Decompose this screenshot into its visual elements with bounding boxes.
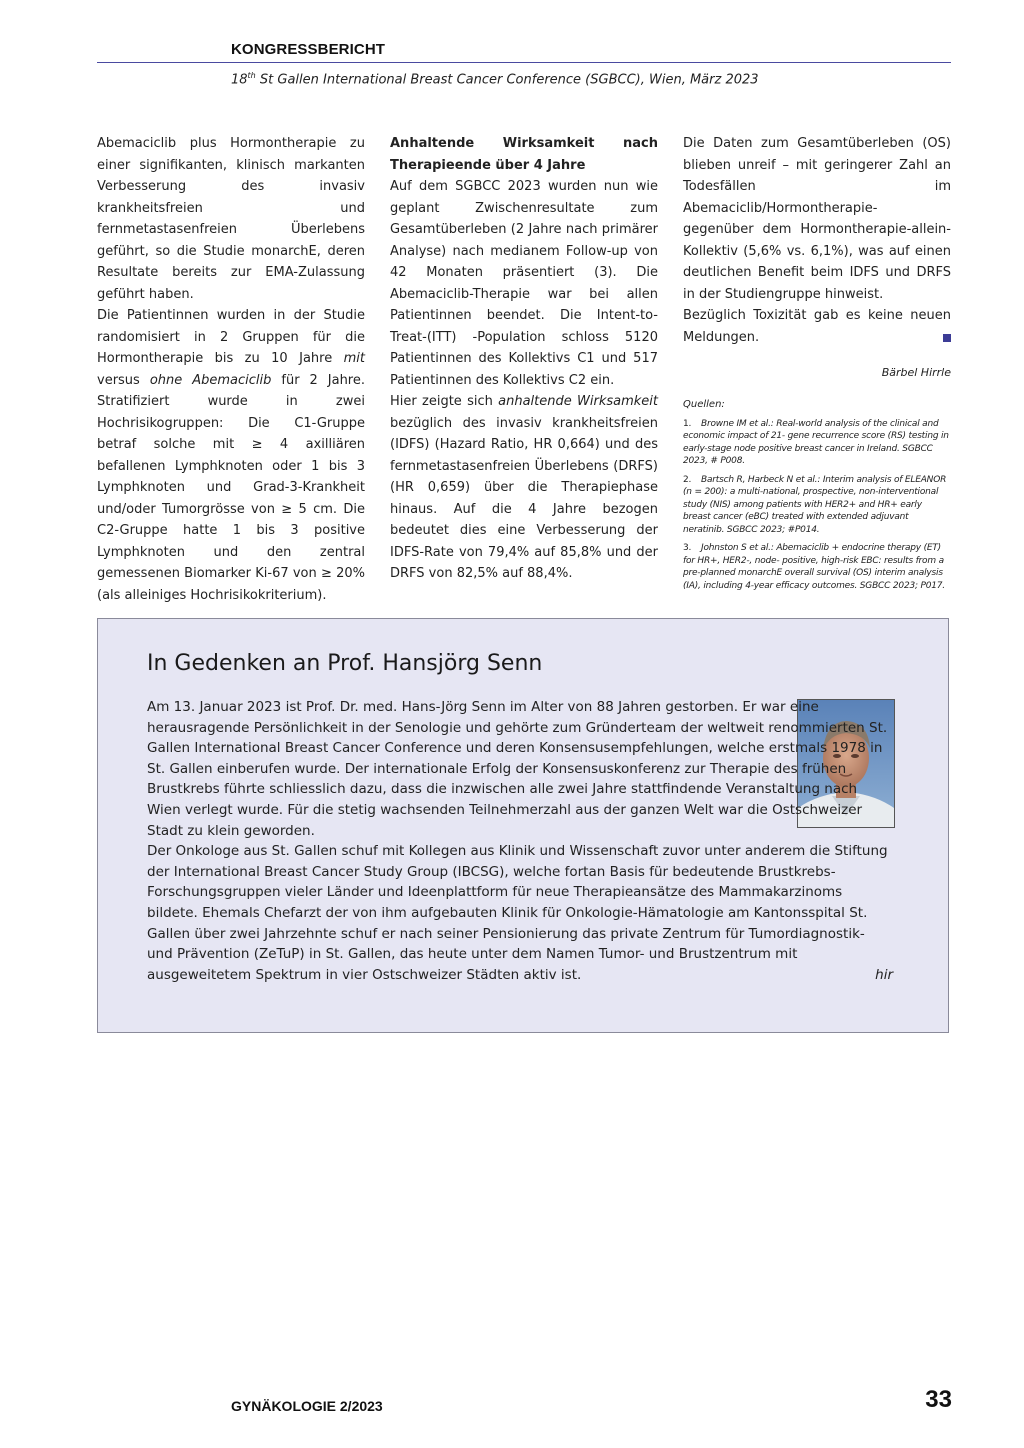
paragraph	[97, 305, 365, 606]
paragraph	[390, 391, 658, 585]
emphasis: ohne Abemaciclib	[149, 372, 272, 388]
text-run: Hier zeigte sich	[390, 394, 499, 409]
page-number: 33	[925, 1386, 952, 1413]
reference-item	[683, 474, 951, 537]
memorial-title: In Gedenken an Prof. Hansjörg Senn	[147, 651, 543, 676]
subtitle-superscript: th	[247, 71, 256, 80]
reference-text: Browne IM et al.: Real-world analysis of the clinical and economic impact of 21- gene recurrence score (RS) testing in early-stage node positive breast cancer in Ireland. SGBCC 2023, # P008.	[683, 418, 949, 466]
reference-text: Johnston S et al.: Abemaciclib + endocrine therapy (ET) for HR+, HER2-, node- positive, high-risk EBC: results from a pre-planned monarchE overall survival (OS) interim analysis (IA), including 4-year efficacy outcomes. SGBCC 2023; P017.	[683, 543, 945, 591]
paragraph	[683, 305, 951, 348]
section-heading: Anhaltende Wirksamkeit nach Therapieende über 4 Jahre	[390, 136, 658, 173]
header-title: KONGRESSBERICHT	[231, 41, 386, 58]
emphasis: mit	[343, 351, 365, 366]
reference-text: Bartsch R, Harbeck N et al.: Interim analysis of ELEANOR (n = 200): a multi-national, prospective, non-interventional study (NIS) among patients with HER2+ and HR+ early breast cancer (eBC) treated with extended adjuvant neratinib. SGBCC 2023; #P014.	[683, 474, 947, 535]
text-run: bezüglich des invasiv krankheitsfreien (IDFS) (Hazard Ratio, HR 0,664) und des fernmetastasenfreien Überlebens (DRFS) (HR 0,659) über die Therapiephase hinaus. Auf die 4 Jahre bezogen bedeutet dies eine Verbesserung der IDFS-Rate von 79,4% auf 85,8% und der DRFS von 82,5% auf 88,4%.	[390, 415, 658, 581]
footer-journal: GYNÄKOLOGIE 2/2023	[231, 1398, 383, 1414]
header-subtitle	[231, 71, 759, 87]
text-run: Die Patientinnen wurden in der Studie randomisiert in 2 Gruppen für die Hormontherapie bis zu 10 Jahre	[97, 308, 365, 366]
paragraph: Abemaciclib plus Hormontherapie zu einer signifikanten, klinisch markanten Verbesserung des invasiv krankheitsfreien und fernmetastasenfreien Überlebens geführt, so die Studie monarchE, deren Resultate bereits zur EMA-Zulassung geführt haben.	[97, 136, 365, 302]
header-rule	[97, 62, 951, 63]
article-column-3	[683, 133, 951, 592]
memorial-signature: hir	[875, 966, 893, 983]
emphasis: anhaltende Wirksamkeit	[498, 394, 658, 409]
reference-number: 2.	[683, 474, 692, 485]
text-run: Der Onkologe aus St. Gallen schuf mit Kollegen aus Klinik und Wissenschaft zuvor unter anderem die Stiftung der International Breast Cancer Study Group (IBCSG), welche fortan Basis für bedeutende Brustkrebs-Forschungsgruppen vieler Länder und Ideenplattform für neue Therapieansätze des Mammakarzinoms bildete. Ehemals Chefarzt der von ihm aufgebauten Klinik für Onkologie-Hämatologie am Kantonsspital St. Gallen über zwei Jahrzehnte schuf er nach seiner Pensionierung das private Zentrum für Tumordiagnostik- und Prävention (ZeTuP) in St. Gallen, das heute unter dem Namen Tumor- und Brustzentrum mit ausgeweitetem Spektrum in vier Ostschweizer Städten aktiv ist.	[147, 843, 888, 983]
reference-item	[683, 418, 951, 468]
reference-number: 1.	[683, 418, 692, 429]
paragraph: Auf dem SGBCC 2023 wurden nun wie geplant Zwischenresultate zum Gesamtüberleben (2 Jahre nach primärer Analyse) nach medianem Follow-up von 42 Monaten präsentiert (3). Die Abemaciclib-Therapie war bei allen Patientinnen beendet. Die Intent-to-Treat-(ITT) -Population schloss 5120 Patientinnen des Kollektivs C1 und 517 Patientinnen des Kollektivs C2 ein.	[390, 179, 658, 388]
paragraph	[147, 841, 893, 985]
end-mark-icon	[943, 334, 951, 342]
subtitle-text: St Gallen International Breast Cancer Conference (SGBCC), Wien, März 2023	[255, 72, 759, 88]
reference-number: 3.	[683, 543, 692, 553]
text-run: für 2 Jahre. Stratifiziert wurde in zwei Hochrisikogruppen: Die C1-Gruppe betraf solche mit ≥ 4 axilliären befallenen Lymphknoten oder 1 bis 3 Lymphknoten und Grad-3-Krankheit und/oder Tumorgrösse von ≥ 5 cm. Die C2-Gruppe hatte 1 bis 3 positive Lymphknoten und den zentral gemessenen Biomarker Ki-67 von ≥ 20% (als alleiniges Hochrisikokriterium).	[97, 372, 365, 603]
article-column-1	[97, 133, 365, 606]
article-column-2	[390, 133, 658, 585]
paragraph: Die Daten zum Gesamtüberleben (OS) blieben unreif – mit geringerer Zahl an Todesfällen im Abemaciclib/Hormontherapie- gegenüber dem Hormontherapie-allein-Kollektiv (5,6% vs. 6,1%), was auf einen deutlichen Benefit beim IDFS und DRFS in der Studiengruppe hinweist.	[683, 136, 951, 302]
text-run: versus	[97, 372, 150, 388]
memorial-text	[147, 697, 893, 985]
memorial-box	[97, 618, 949, 1033]
reference-item	[683, 542, 951, 592]
paragraph: Am 13. Januar 2023 ist Prof. Dr. med. Hans-Jörg Senn im Alter von 88 Jahren gestorben. Er war eine herausragende Persönlichkeit in der Senologie und gehörte zum Gründerteam der weltweit renommierten St. Gallen International Breast Cancer Conference und deren Konsensusempfehlungen, welche erstmals 1978 in St. Gallen einberufen wurde. Der internationale Erfolg der Konsensuskonferenz zur Therapie des frühen Brustkrebs führte schliesslich dazu, dass die inzwischen alle zwei Jahre stattfindende Veranstaltung nach Wien verlegt wurde. Für die stetig wachsenden Teilnehmerzahl aus der ganzen Welt war die Ostschweizer Stadt zu klein geworden.	[147, 699, 888, 839]
subtitle-number: 18	[231, 72, 248, 88]
text-run: Bezüglich Toxizität gab es keine neuen Meldungen.	[683, 308, 951, 345]
author-name: Bärbel Hirrle	[881, 366, 951, 379]
sources-label: Quellen:	[683, 398, 725, 410]
